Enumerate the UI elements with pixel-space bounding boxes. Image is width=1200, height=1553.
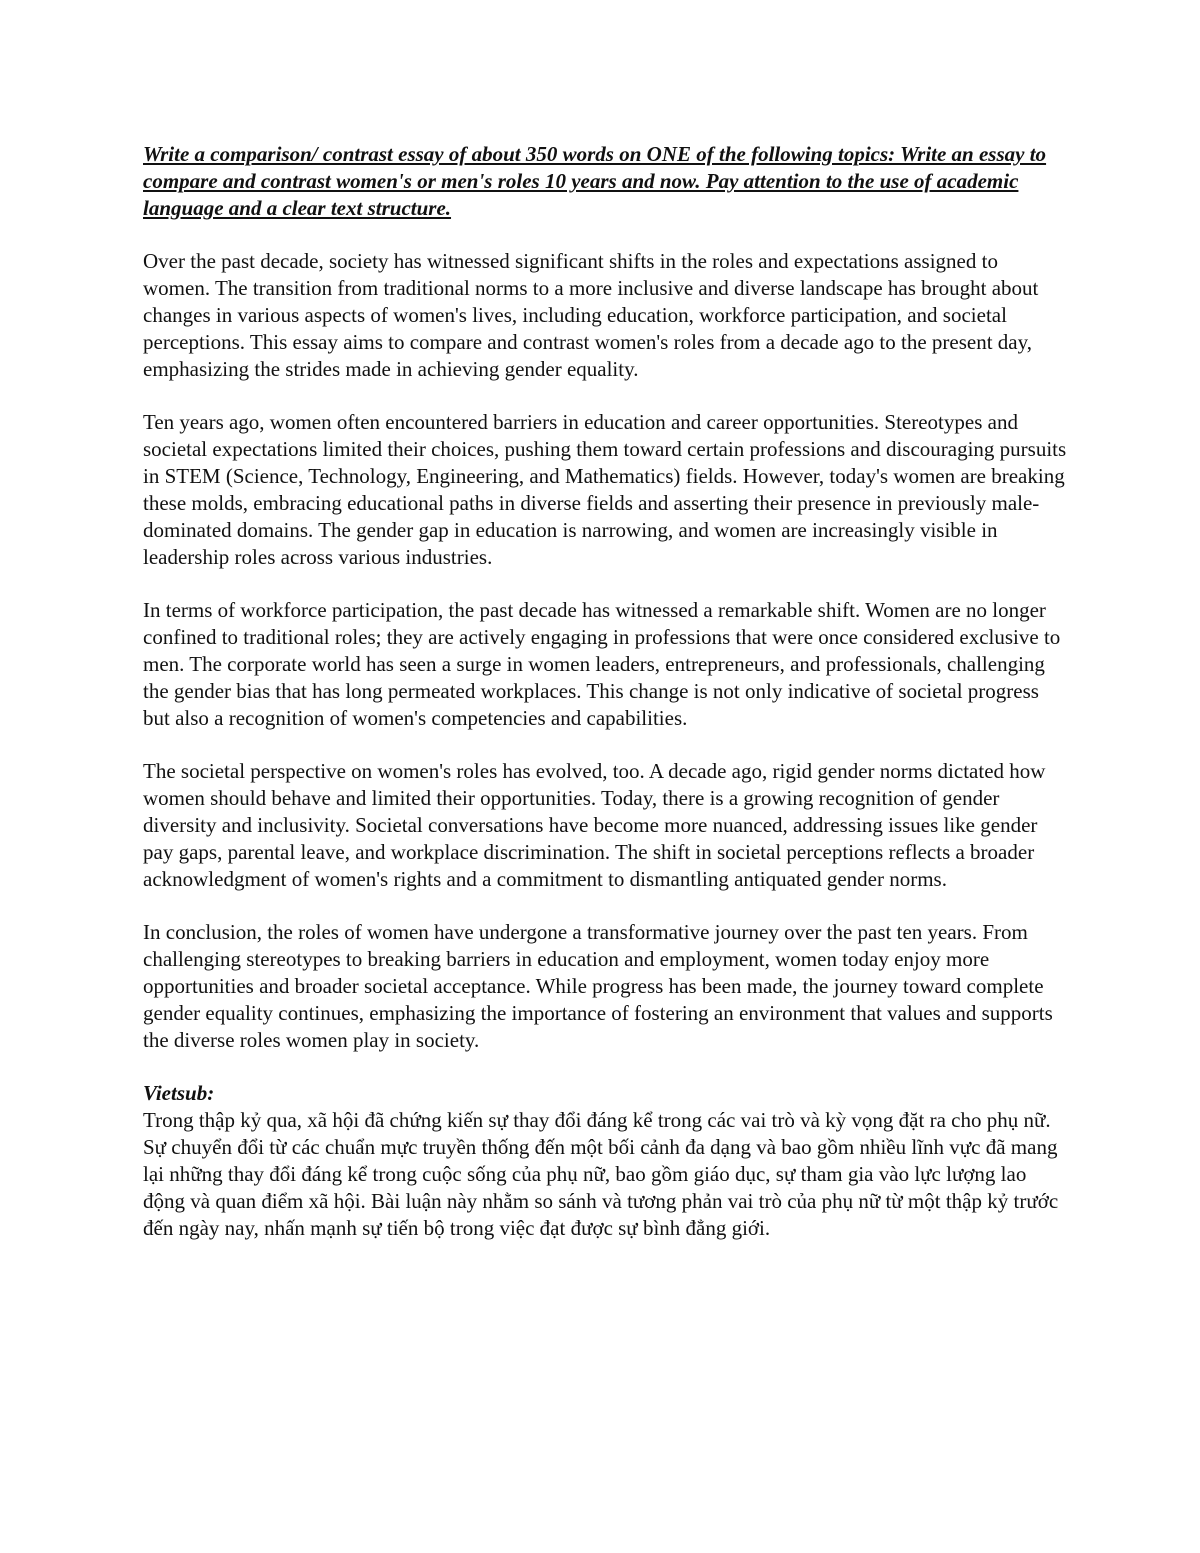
essay-paragraph-society: The societal perspective on women's roles has evolved, too. A decade ago, rigid gender norms dictated how women should behave and limited their opportunities. Today, there is a growing recognition of gender diversity and inclusivity. Societal conversations have become more nuanced, addressing issues like gender pay gaps, parental leave, and workplace discrimination. The shift in societal perceptions reflects a broader acknowledgment of women's rights and a commitment to dismantling antiquated gender norms.	[143, 759, 1046, 891]
document-body	[143, 141, 1068, 1242]
essay-prompt: Write a comparison/ contrast essay of about 350 words on ONE of the following topics: Write an essay to compare and contrast women's or men's roles 10 years and now. Pay attention to the use of academic language and a clear text structure.	[143, 142, 1047, 220]
essay-paragraph-workforce: In terms of workforce participation, the past decade has witnessed a remarkable shift. Women are no longer confined to traditional roles; they are actively engaging in professions that were once considered exclusive to men. The corporate world has seen a surge in women leaders, entrepreneurs, and professionals, challenging the gender bias that has long permeated workplaces. This change is not only indicative of societal progress but also a recognition of women's competencies and capabilities.	[143, 598, 1061, 730]
essay-paragraph-education: Ten years ago, women often encountered barriers in education and career opportunities. Stereotypes and societal expectations limited their choices, pushing them toward certain professions and discouraging pursuits in STEM (Science, Technology, Engineering, and Mathematics) fields. However, today's women are breaking these molds, embracing educational paths in diverse fields and asserting their presence in previously male-dominated domains. The gender gap in education is narrowing, and women are increasingly visible in leadership roles across various industries.	[143, 410, 1067, 569]
essay-paragraph-intro: Over the past decade, society has witnessed significant shifts in the roles and expectations assigned to women. The transition from traditional norms to a more inclusive and diverse landscape has brought about changes in various aspects of women's lives, including education, workforce participation, and societal perceptions. This essay aims to compare and contrast women's roles from a decade ago to the present day, emphasizing the strides made in achieving gender equality.	[143, 249, 1039, 381]
vietsub-paragraph: Trong thập kỷ qua, xã hội đã chứng kiến sự thay đổi đáng kể trong các vai trò và kỳ vọng đặt ra cho phụ nữ. Sự chuyển đổi từ các chuẩn mực truyền thống đến một bối cảnh đa dạng và bao gồm nhiều lĩnh vực đã mang lại những thay đổi đáng kể trong cuộc sống của phụ nữ, bao gồm giáo dục, sự tham gia vào lực lượng lao động và quan điểm xã hội. Bài luận này nhằm so sánh và tương phản vai trò của phụ nữ từ một thập kỷ trước đến ngày nay, nhấn mạnh sự tiến bộ trong việc đạt được sự bình đẳng giới.	[143, 1108, 1059, 1240]
essay-paragraph-conclusion: In conclusion, the roles of women have undergone a transformative journey over the past ten years. From challenging stereotypes to breaking barriers in education and employment, women today enjoy more opportunities and broader societal acceptance. While progress has been made, the journey toward complete gender equality continues, emphasizing the importance of fostering an environment that values and supports the diverse roles women play in society.	[143, 920, 1053, 1052]
vietsub-heading: Vietsub:	[143, 1081, 215, 1105]
